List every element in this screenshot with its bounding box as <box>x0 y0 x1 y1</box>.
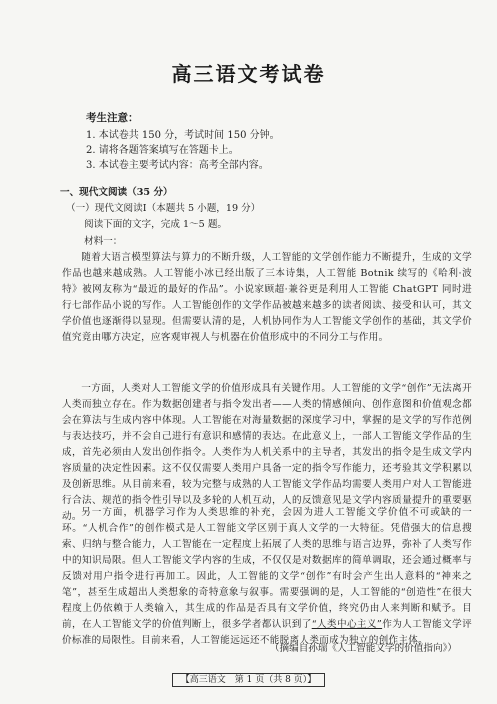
section-instruction: 阅读下面的文字，完成 1～5 题。 <box>84 219 228 230</box>
paragraph-2 <box>62 381 472 525</box>
paragraph-3-part-b: 作为人工智能文学评价标准的局限性。目前来看，人工智能远远还不能脱离人类而成为独立的创作主体。 <box>62 619 473 646</box>
section-heading: 一、现代文阅读（35 分） <box>60 187 173 198</box>
underlined-term: “人类中心主义” <box>311 619 383 630</box>
paragraph-3 <box>62 505 472 649</box>
subsection-heading: （一）现代文阅读Ⅰ（本题共 5 小题，19 分） <box>66 203 261 214</box>
material-label: 材料一： <box>84 236 123 247</box>
exam-notice <box>86 111 280 173</box>
notice-item-2: 2. 请将各题答案填写在答题卡上。 <box>86 145 239 156</box>
footer-label: 【高三语文 第 1 页（共 8 页）】 <box>172 673 325 687</box>
page-footer <box>0 672 497 685</box>
page-title: 高三语文考试卷 <box>171 62 326 86</box>
notice-item-3: 3. 本试卷主要考试内容：高考全部内容。 <box>86 160 269 171</box>
notice-item-1: 1. 本试卷共 150 分，考试时间 150 分钟。 <box>86 130 280 141</box>
paragraph-2-text: 一方面，人类对人工智能文学的价值形成具有关键作用。人工智能的文学“创作”无法离开人类而独立存在。作为数据创建者与指令发出者——人类的情感倾向、创作意图和价值观念都会在算法与生成内容中体现。人工智能在对海量数据的深度学习中，掌握的是文学的写作范例与表达技巧，并不会自己进行有意识和感情的表达。在此意义上，一部人工智能文学作品的生成，首先必须由人发出创作指令。人类作为人机关系中的主导者，其发出的指令是生成文学内容质量的决定性因素。这不仅仅需要人类用户具备一定的指令写作能力，还考验其文学积累以及创新思维。从目前来看，较为完整与成熟的人工智能文学作品均需要人类用户对人工智能进行合法、规范的指令性引导以及多轮的人机互动，人的反馈意见是文学内容质量提升的重要驱动。 <box>62 383 472 522</box>
source-citation: （摘编自孙瑞《人工智能文学的价值指向》） <box>269 643 457 654</box>
paragraph-3-text <box>62 505 472 649</box>
notice-heading: 考生注意： <box>86 112 139 124</box>
paragraph-3-part-a: 另一方面，机器学习作为人类思维的补充，会因为进人工智能文学价值不可或缺的一环。“人机合作”的创作模式是人工智能文学区别于真人文学的一大特征。凭借强大的信息搜索、归纳与整合能力，人工智能在一定程度上拓展了人类的思维与语言边界，弥补了人类写作中的知识局限。但人工智能文学内容的生成，不仅仅是对数据库的简单调取，还会通过概率与反馈对用户指令进行再加工。因此，人工智能的文学“创作”有时会产生出人意料的“神来之笔”，甚至生成超出人类想象的奇特意象与叙事。需要强调的是，人工智能的“创造性”在很大程度上仍依赖于人类输入，其生成的作品是否具有文学价值，终究仍由人来判断和赋予。目前，在人工智能文学的价值判断上，很多学者都认识到了 <box>62 507 472 630</box>
paragraph-1-text: 随着大语言模型算法与算力的不断升级，人工智能的文学创作能力不断提升，生成的文学作品也越来越成熟。人工智能小冰已经出版了三本诗集，人工智能 Botnik 续写的《哈利·波特》被网友称为“最近的最好的作品”。小说家顾超·兼谷更是利用人工智能 ChatGPT 同时进行七部作品小说的写作。人工智能创作的文学作品被越来越多的读者阅读、接受和认可，其文学价值也逐渐得以显现。但需要认清的是，人机协同作为人工智能文学创作的基础，其文学价值究竟由哪方决定，应客观审视人与机器在价值形成中的不同分工与作用。 <box>62 252 472 343</box>
paragraph-1 <box>62 250 472 346</box>
